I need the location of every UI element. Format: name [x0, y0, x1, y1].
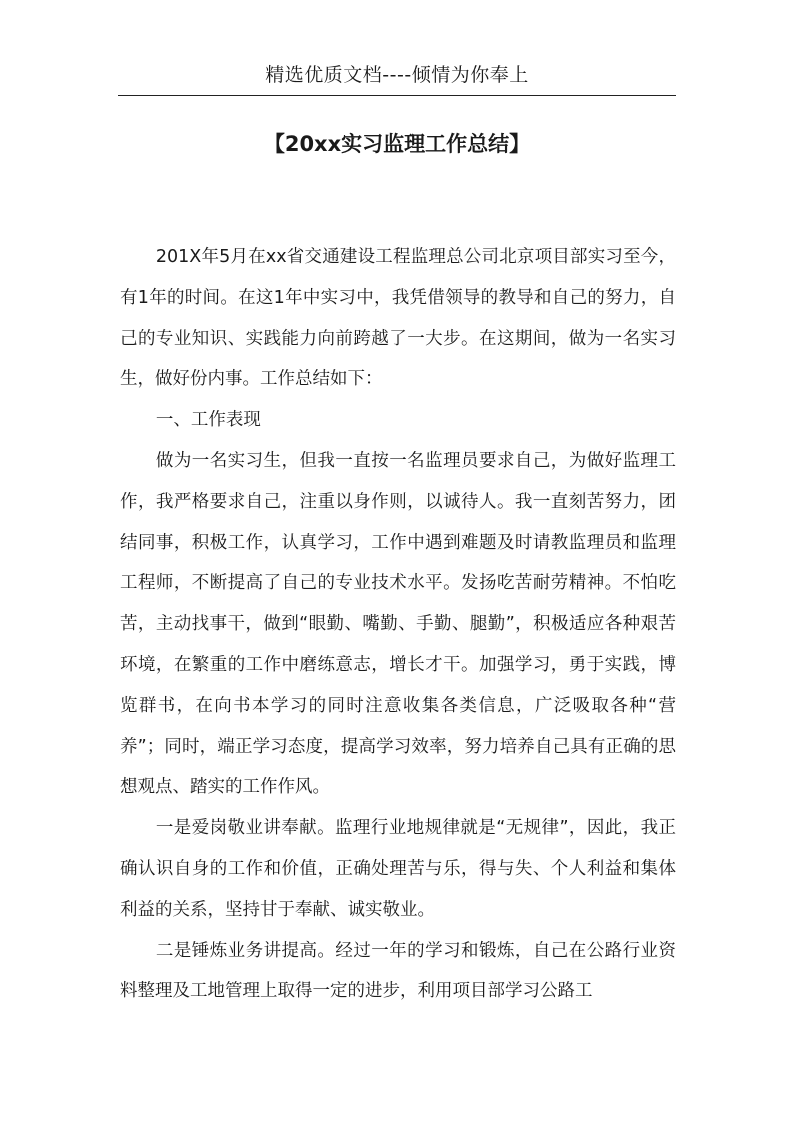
paragraph-intro: 201X年5月在xx省交通建设工程监理总公司北京项目部实习至今，有1年的时间。在这1年中实习中，我凭借领导的教导和自己的努力，自己的专业知识、实践能力向前跨越了一大步。在这期间，做为一名实习生，做好份内事。工作总结如下：	[120, 247, 676, 390]
header-divider	[118, 95, 676, 96]
paragraph-skills: 二是锤炼业务讲提高。经过一年的学习和锻炼，自己在公路行业资料整理及工地管理上取得一定的进步，利用项目部学习公路工	[120, 940, 676, 1002]
paragraph-work-performance: 做为一名实习生，但我一直按一名监理员要求自己，为做好监理工作，我严格要求自己，注重以身作则，以诚待人。我一直刻苦努力，团结同事，积极工作，认真学习，工作中遇到难题及时请教监理员和监理工程师，不断提高了自己的专业技术水平。发扬吃苦耐劳精神。不怕吃苦，主动找事干，做到“眼勤、嘴勤、手勤、腿勤”，积极适应各种艰苦环境，在繁重的工作中磨练意志，增长才干。加强学习，勇于实践，博览群书，在向书本学习的同时注意收集各类信息，广泛吸取各种“营养”；同时，端正学习态度，提高学习效率，努力培养自己具有正确的思想观点、踏实的工作作风。	[120, 450, 676, 798]
section-heading-work-performance: 一、工作表现	[155, 410, 261, 431]
page-header: 精选优质文档----倾情为你奉上	[265, 64, 529, 86]
paragraph-dedication: 一是爱岗敬业讲奉献。监理行业地规律就是“无规律”，因此，我正确认识自身的工作和价值，正确处理苦与乐，得与失、个人利益和集体利益的关系，坚持甘于奉献、诚实敬业。	[120, 818, 676, 920]
document-body	[120, 237, 676, 1012]
document-title: 【20xx实习监理工作总结】	[263, 132, 531, 156]
